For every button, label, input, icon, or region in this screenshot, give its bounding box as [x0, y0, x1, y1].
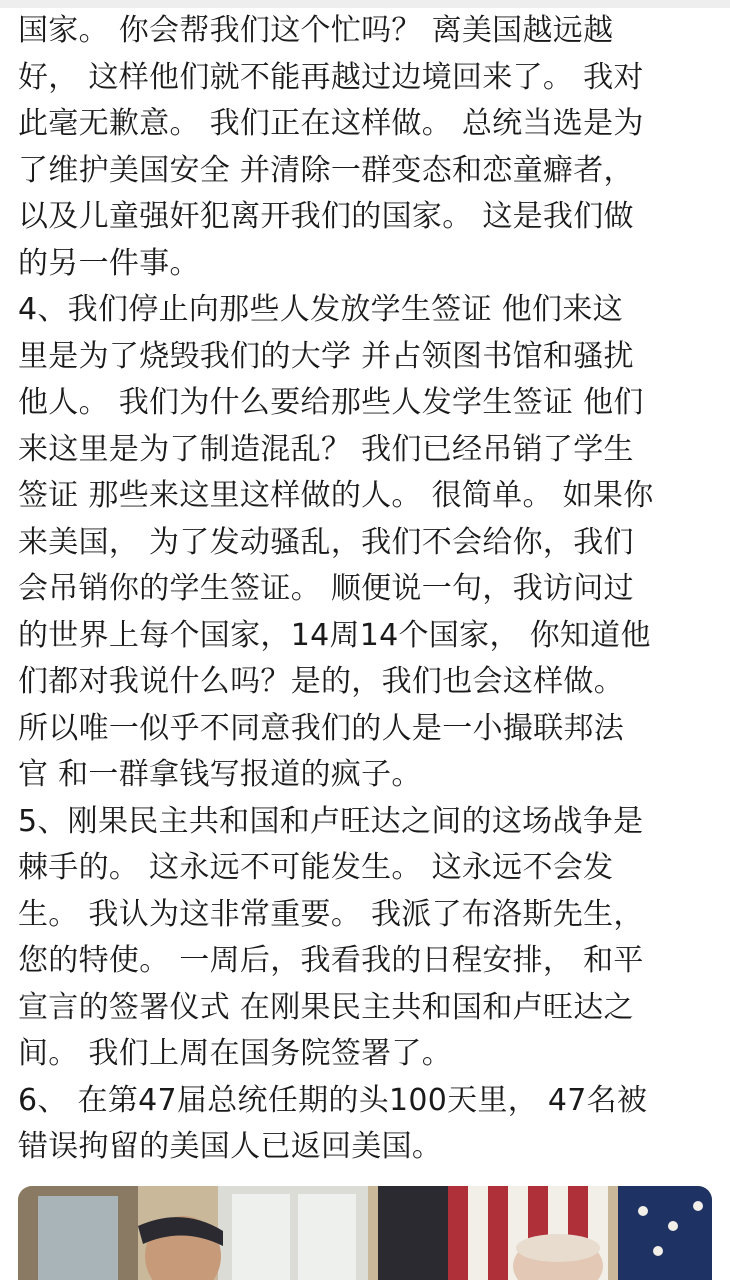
post-line: 来这里是为了制造混乱？ 我们已经吊销了学生: [18, 431, 634, 467]
status-strip: [0, 0, 730, 8]
post-line: 里是为了烧毁我们的大学 并占领图书馆和骚扰: [18, 338, 634, 374]
post-text: [18, 8, 718, 1171]
post-line: 会吊销你的学生签证。 顺便说一句，我访问过: [18, 571, 634, 606]
post-line: 6、 在第47届总统任期的头100天里， 47名被: [18, 1082, 648, 1118]
post-line: 5、刚果民主共和国和卢旺达之间的这场战争是: [18, 803, 644, 839]
post-image-thumbnail[interactable]: [18, 1186, 712, 1280]
post-line: 签证 那些来这里这样做的人。 很简单。 如果你: [18, 478, 654, 513]
post-line: 以及儿童强奸犯离开我们的国家。 这是我们做: [18, 199, 634, 234]
post-line: 他人。 我们为什么要给那些人发学生签证 他们: [18, 385, 644, 420]
post-line: 来美国， 为了发动骚乱，我们不会给你，我们: [18, 524, 634, 560]
post-line: 的另一件事。: [18, 245, 200, 281]
post-line: 官 和一群拿钱写报道的疯子。: [18, 757, 422, 792]
post-line: 此毫无歉意。 我们正在这样做。 总统当选是为: [18, 106, 644, 141]
photo-preview: [18, 1186, 712, 1280]
post-line: 好， 这样他们就不能再越过边境回来了。 我对: [18, 59, 644, 95]
post-line: 棘手的。 这永远不可能发生。 这永远不会发: [18, 850, 614, 885]
post-line: 宣言的签署仪式 在刚果民主共和国和卢旺达之: [18, 989, 634, 1025]
photo-dark-panel: [378, 1186, 448, 1280]
post-line: 国家。 你会帮我们这个忙吗？ 离美国越远越: [18, 13, 614, 48]
post-line: 错误拘留的美国人已返回美国。: [18, 1129, 443, 1164]
post-line: 们都对我说什么吗？是的，我们也会这样做。: [18, 664, 624, 699]
post-line: 所以唯一似乎不同意我们的人是一小撮联邦法: [18, 710, 624, 746]
post-line: 您的特使。 一周后，我看我的日程安排， 和平: [18, 943, 644, 978]
post-line: 4、我们停止向那些人发放学生签证 他们来这: [18, 292, 623, 327]
post-line: 间。 我们上周在国务院签署了。: [18, 1036, 453, 1071]
post-line: 了维护美国安全 并清除一群变态和恋童癖者，: [18, 152, 634, 188]
post-line: 的世界上每个国家，14周14个国家， 你知道他: [18, 617, 651, 653]
photo-window-pane: [38, 1196, 118, 1280]
post-line: 生。 我认为这非常重要。 我派了布洛斯先生，: [18, 896, 644, 932]
